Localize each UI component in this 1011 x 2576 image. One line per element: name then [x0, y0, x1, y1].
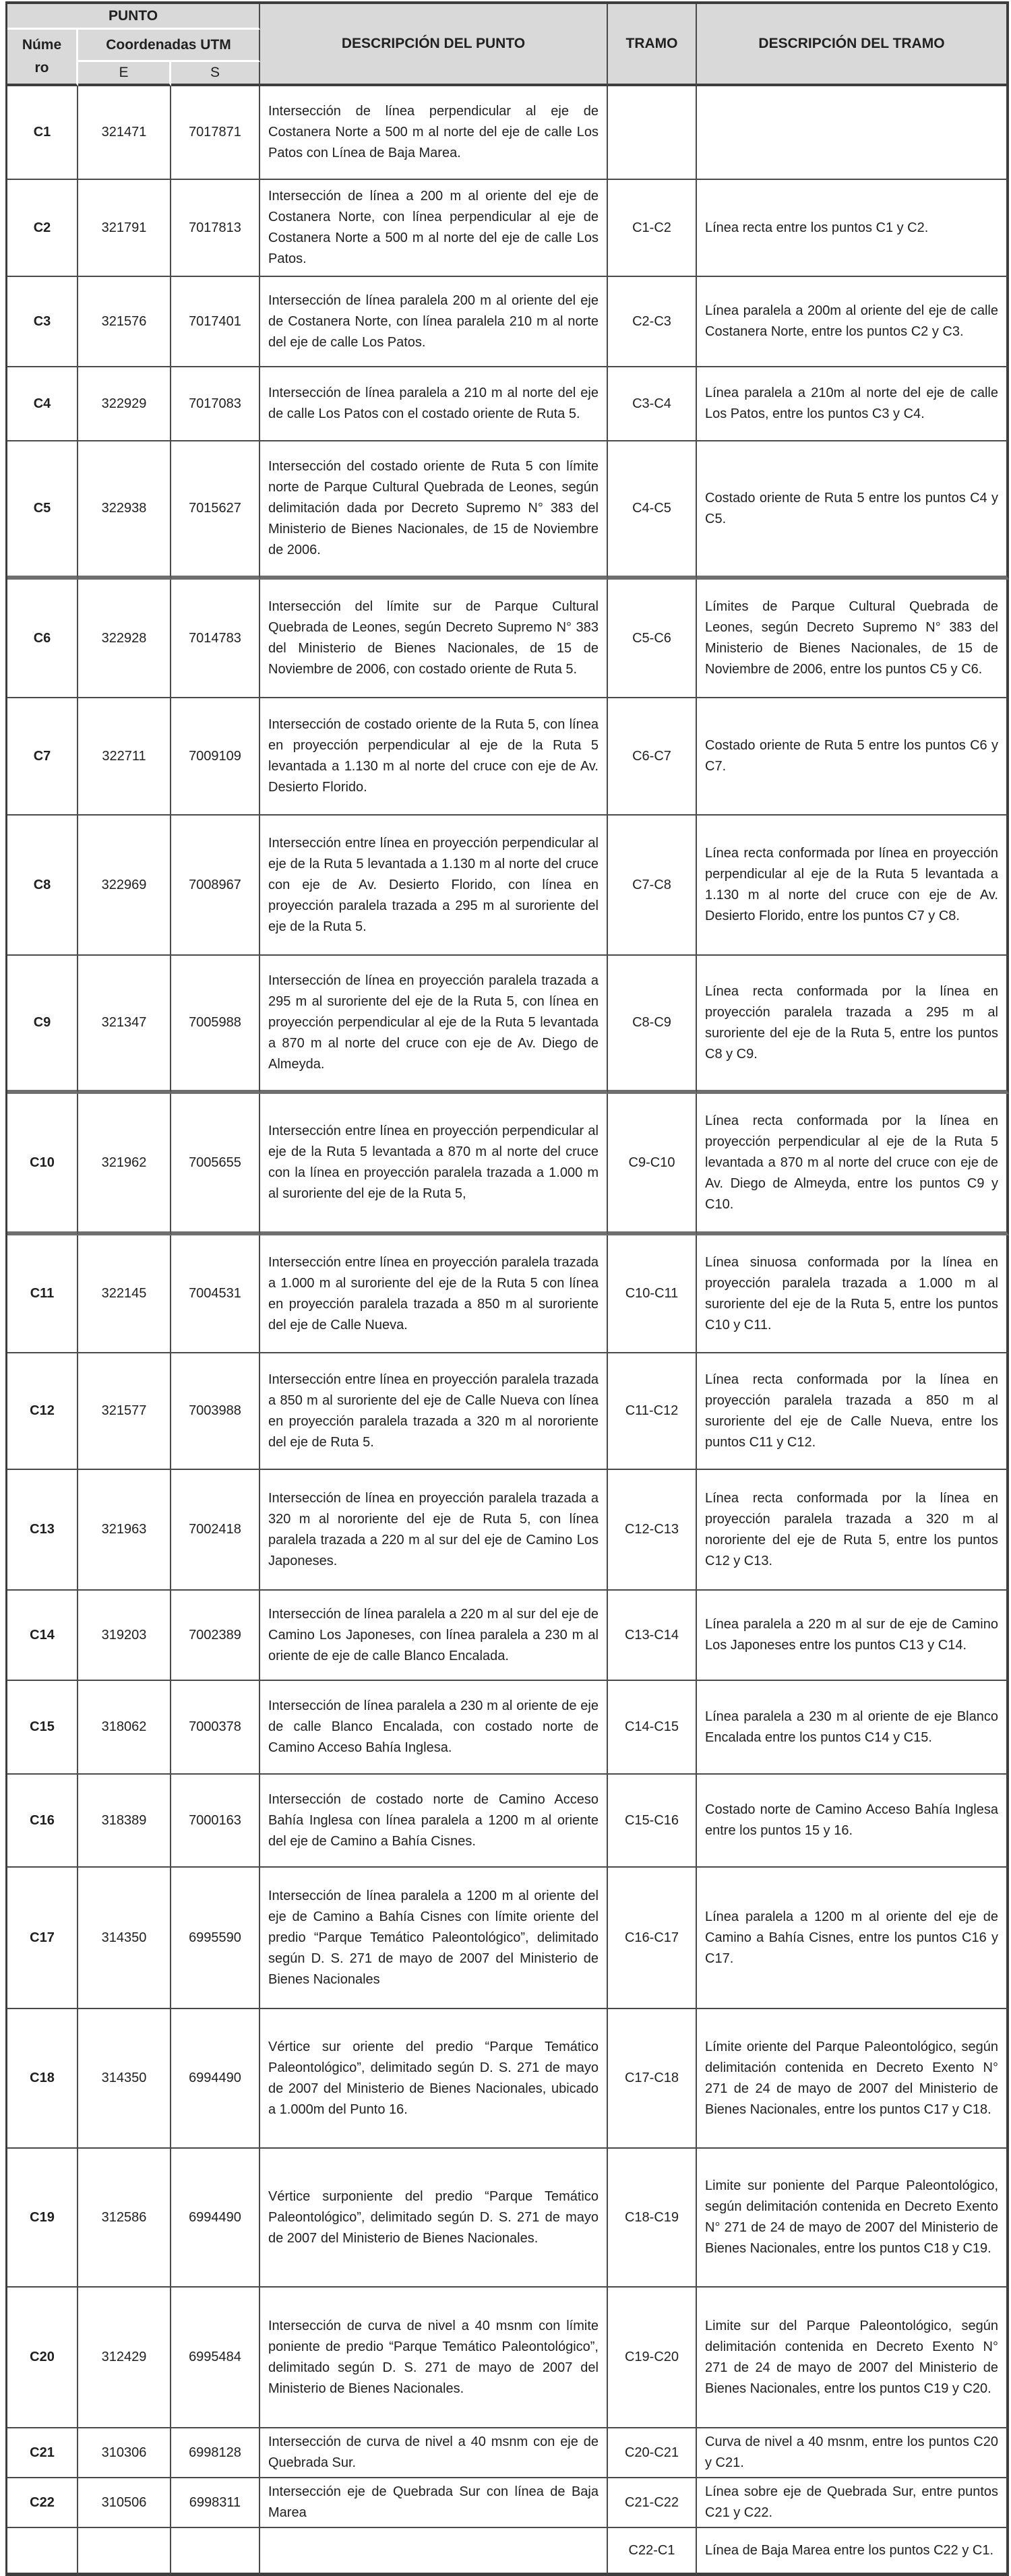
tramo-id: C9-C10 [608, 1094, 697, 1235]
point-number: C3 [7, 277, 78, 367]
point-description [260, 2528, 608, 2576]
tramo-description: Límite oriente del Parque Paleontológico, según delimitación contenida en Decreto Exento N° 271 de 24 de mayo de 2007 del Ministerio de Bienes Nacionales, entre los puntos C17 y C18. [697, 2009, 1009, 2149]
point-number: C22 [7, 2478, 78, 2528]
coordinate-e: 310506 [78, 2478, 171, 2528]
coordinate-s: 6994490 [171, 2149, 260, 2288]
table-row [7, 1470, 1009, 1591]
table-row [7, 277, 1009, 367]
coordinate-s: 6995484 [171, 2288, 260, 2428]
header-descripcion-punto: DESCRIPCIÓN DEL PUNTO [260, 4, 608, 86]
point-description: Intersección del costado oriente de Ruta 5 con límite norte de Parque Cultural Quebrada de Leones, según delimitación dada por Decreto Supremo N° 383 del Ministerio de Bienes Nacionales, de 15 de Noviembre de 2006. [260, 441, 608, 580]
table-row [7, 1681, 1009, 1775]
coordinate-s: 7017813 [171, 180, 260, 277]
coordinate-s: 7017401 [171, 277, 260, 367]
point-description: Intersección eje de Quebrada Sur con línea de Baja Marea [260, 2478, 608, 2528]
tramo-id: C22-C1 [608, 2528, 697, 2576]
table-row [7, 2428, 1009, 2478]
point-number: C6 [7, 580, 78, 698]
point-number [7, 2528, 78, 2576]
table-row [7, 956, 1009, 1094]
coordinate-s: 7017083 [171, 367, 260, 441]
point-description: Intersección de línea a 200 m al oriente del eje de Costanera Norte, con línea perpendicular al eje de Costanera Norte a 500 m al norte del eje de calle Los Patos. [260, 180, 608, 277]
point-number: C2 [7, 180, 78, 277]
table-row [7, 180, 1009, 277]
tramo-description: Límites de Parque Cultural Quebrada de Leones, según Decreto Supremo N° 383 del Ministerio de Bienes Nacionales, de 15 de Noviembre de 2006, entre los puntos C5 y C6. [697, 580, 1009, 698]
tramo-description: Línea sinuosa conformada por la línea en proyección paralela trazada a 1.000 m al suroriente del eje de la Ruta 5, entre los puntos C10 y C11. [697, 1235, 1009, 1353]
tramo-id: C10-C11 [608, 1235, 697, 1353]
table-body [7, 86, 1009, 2576]
point-description: Intersección de costado oriente de la Ruta 5, con línea en proyección perpendicular al eje de la Ruta 5 levantada a 1.130 m al norte del cruce con eje de Av. Desierto Florido. [260, 698, 608, 816]
table-header [7, 4, 1009, 86]
header-e: E [78, 62, 171, 86]
tramo-id: C5-C6 [608, 580, 697, 698]
point-number: C5 [7, 441, 78, 580]
table-row [7, 1094, 1009, 1235]
coordinate-e: 321577 [78, 1353, 171, 1470]
coordinate-e: 321963 [78, 1470, 171, 1591]
coordinate-e: 321576 [78, 277, 171, 367]
coordinate-s: 7017871 [171, 86, 260, 180]
point-description: Intersección de línea en proyección paralela trazada a 320 m al nororiente del eje de Ruta 5, con línea paralela trazada a 220 m al sur del eje de Camino Los Japoneses. [260, 1470, 608, 1591]
tramo-id: C7-C8 [608, 816, 697, 956]
point-number: C7 [7, 698, 78, 816]
tramo-id: C13-C14 [608, 1591, 697, 1681]
point-description: Vértice sur oriente del predio “Parque Temático Paleontológico”, delimitado según D. S. 271 de mayo de 2007 del Ministerio de Bienes Nacionales, ubicado a 1.000m del Punto 16. [260, 2009, 608, 2149]
coordinate-e: 321791 [78, 180, 171, 277]
coordinate-s: 6998128 [171, 2428, 260, 2478]
coordinate-e: 312429 [78, 2288, 171, 2428]
point-description: Vértice surponiente del predio “Parque Temático Paleontológico”, delimitado según D. S. 271 de mayo de 2007 del Ministerio de Bienes Nacionales. [260, 2149, 608, 2288]
table-row [7, 816, 1009, 956]
coordinate-e: 318062 [78, 1681, 171, 1775]
point-number: C10 [7, 1094, 78, 1235]
coordinate-e: 321962 [78, 1094, 171, 1235]
boundary-points-table [5, 1, 1009, 2576]
tramo-description: Línea sobre eje de Quebrada Sur, entre puntos C21 y C22. [697, 2478, 1009, 2528]
table-row [7, 2149, 1009, 2288]
coordinate-e: 321347 [78, 956, 171, 1094]
tramo-description: Línea de Baja Marea entre los puntos C22 y C1. [697, 2528, 1009, 2576]
coordinate-s: 6998311 [171, 2478, 260, 2528]
tramo-id: C12-C13 [608, 1470, 697, 1591]
tramo-description: Limite sur poniente del Parque Paleontológico, según delimitación contenida en Decreto Exento N° 271 de 24 de mayo de 2007 del Ministerio de Bienes Nacionales, entre los puntos C18 y C19. [697, 2149, 1009, 2288]
point-description: Intersección entre línea en proyección perpendicular al eje de la Ruta 5 levantada a 870 m al norte del cruce con la línea en proyección paralela trazada a 1.000 m al suroriente del eje de la Ruta 5, [260, 1094, 608, 1235]
coordinate-e: 321471 [78, 86, 171, 180]
coordinate-s: 7008967 [171, 816, 260, 956]
point-description: Intersección de línea paralela a 220 m al sur del eje de Camino Los Japoneses, con línea paralela a 230 m al oriente de eje de calle Blanco Encalada. [260, 1591, 608, 1681]
table-row [7, 86, 1009, 180]
coordinate-s: 7009109 [171, 698, 260, 816]
header-coordenadas-utm: Coordenadas UTM [78, 30, 260, 62]
coordinate-s: 6995590 [171, 1868, 260, 2009]
coordinate-s: 7015627 [171, 441, 260, 580]
coordinate-e: 312586 [78, 2149, 171, 2288]
tramo-description: Línea paralela a 220 m al sur de eje de Camino Los Japoneses entre los puntos C13 y C14. [697, 1591, 1009, 1681]
coordinate-s: 6994490 [171, 2009, 260, 2149]
tramo-description: Línea paralela a 200m al oriente del eje de calle Costanera Norte, entre los puntos C2 y C3. [697, 277, 1009, 367]
tramo-id: C8-C9 [608, 956, 697, 1094]
tramo-description: Línea recta entre los puntos C1 y C2. [697, 180, 1009, 277]
tramo-description: Línea recta conformada por la línea en proyección paralela trazada a 850 m al suroriente del eje de Calle Nueva, entre los puntos C11 y C12. [697, 1353, 1009, 1470]
table-row [7, 2288, 1009, 2428]
point-description: Intersección de curva de nivel a 40 msnm con eje de Quebrada Sur. [260, 2428, 608, 2478]
point-number: C8 [7, 816, 78, 956]
point-description: Intersección entre línea en proyección paralela trazada a 1.000 m al suroriente del eje de la Ruta 5 con línea en proyección paralela trazada a 850 m al suroriente del eje de Calle Nueva. [260, 1235, 608, 1353]
coordinate-s: 7005655 [171, 1094, 260, 1235]
header-s: S [171, 62, 260, 86]
tramo-id: C16-C17 [608, 1868, 697, 2009]
coordinate-e: 322928 [78, 580, 171, 698]
tramo-id: C14-C15 [608, 1681, 697, 1775]
point-number: C15 [7, 1681, 78, 1775]
table-row [7, 2528, 1009, 2576]
coordinate-e [78, 2528, 171, 2576]
table-row [7, 1775, 1009, 1868]
point-number: C17 [7, 1868, 78, 2009]
table-row [7, 2478, 1009, 2528]
point-description: Intersección de línea en proyección paralela trazada a 295 m al suroriente del eje de la Ruta 5, con línea en proyección perpendicular al eje de la Ruta 5 levantada a 870 m al norte del cruce con eje de Av. Diego de Almeyda. [260, 956, 608, 1094]
coordinate-e: 322969 [78, 816, 171, 956]
table-row [7, 1591, 1009, 1681]
tramo-description [697, 86, 1009, 180]
point-number: C14 [7, 1591, 78, 1681]
coordinate-e: 322711 [78, 698, 171, 816]
tramo-description: Costado oriente de Ruta 5 entre los puntos C4 y C5. [697, 441, 1009, 580]
header-tramo: TRAMO [608, 4, 697, 86]
point-description: Intersección de costado norte de Camino Acceso Bahía Inglesa con línea paralela a 1200 m al oriente del eje de Camino a Bahía Cisnes. [260, 1775, 608, 1868]
tramo-id: C18-C19 [608, 2149, 697, 2288]
point-number: C9 [7, 956, 78, 1094]
tramo-description: Costado oriente de Ruta 5 entre los puntos C6 y C7. [697, 698, 1009, 816]
coordinate-s [171, 2528, 260, 2576]
tramo-id: C17-C18 [608, 2009, 697, 2149]
point-number: C18 [7, 2009, 78, 2149]
point-description: Intersección entre línea en proyección paralela trazada a 850 m al suroriente del eje de Calle Nueva con línea en proyección paralela trazada a 320 m al nororiente del eje de Ruta 5. [260, 1353, 608, 1470]
point-description: Intersección de línea paralela a 210 m al norte del eje de calle Los Patos con el costado oriente de Ruta 5. [260, 367, 608, 441]
coordinate-e: 314350 [78, 2009, 171, 2149]
header-descripcion-tramo: DESCRIPCIÓN DEL TRAMO [697, 4, 1009, 86]
point-number: C21 [7, 2428, 78, 2478]
coordinate-s: 7002389 [171, 1591, 260, 1681]
tramo-id: C1-C2 [608, 180, 697, 277]
tramo-id: C15-C16 [608, 1775, 697, 1868]
table-row [7, 1235, 1009, 1353]
tramo-id: C21-C22 [608, 2478, 697, 2528]
coordinate-s: 7000378 [171, 1681, 260, 1775]
point-number: C4 [7, 367, 78, 441]
point-description: Intersección del límite sur de Parque Cultural Quebrada de Leones, según Decreto Supremo N° 383 del Ministerio de Bienes Nacionales, de 15 de Noviembre de 2006, con costado oriente de Ruta 5. [260, 580, 608, 698]
coordinate-s: 7000163 [171, 1775, 260, 1868]
header-punto: PUNTO [7, 4, 260, 30]
tramo-id [608, 86, 697, 180]
coordinate-e: 314350 [78, 1868, 171, 2009]
tramo-id: C2-C3 [608, 277, 697, 367]
tramo-description: Línea paralela a 230 m al oriente de eje Blanco Encalada entre los puntos C14 y C15. [697, 1681, 1009, 1775]
coordinate-s: 7004531 [171, 1235, 260, 1353]
point-description: Intersección de curva de nivel a 40 msnm con límite poniente de predio “Parque Temático Paleontológico”, delimitado según D. S. 271 de mayo de 2007 del Ministerio de Bienes Nacionales. [260, 2288, 608, 2428]
coordinate-s: 7002418 [171, 1470, 260, 1591]
coordinate-e: 319203 [78, 1591, 171, 1681]
tramo-id: C19-C20 [608, 2288, 697, 2428]
tramo-description: Línea recta conformada por línea en proyección perpendicular al eje de la Ruta 5 levantada a 1.130 m al norte del cruce con eje de Av. Desierto Florido, entre los puntos C7 y C8. [697, 816, 1009, 956]
point-description: Intersección de línea paralela 200 m al oriente del eje de Costanera Norte, con línea paralela 210 m al norte del eje de calle Los Patos. [260, 277, 608, 367]
coordinate-s: 7014783 [171, 580, 260, 698]
table-row [7, 580, 1009, 698]
tramo-description: Línea recta conformada por la línea en proyección paralela trazada a 320 m al nororiente del eje de Ruta 5, entre los puntos C12 y C13. [697, 1470, 1009, 1591]
tramo-id: C20-C21 [608, 2428, 697, 2478]
tramo-description: Limite sur del Parque Paleontológico, según delimitación contenida en Decreto Exento N° 271 de 24 de mayo de 2007 del Ministerio de Bienes Nacionales, entre los puntos C19 y C20. [697, 2288, 1009, 2428]
point-number: C12 [7, 1353, 78, 1470]
coordinate-e: 318389 [78, 1775, 171, 1868]
coordinate-e: 322929 [78, 367, 171, 441]
tramo-description: Curva de nivel a 40 msnm, entre los puntos C20 y C21. [697, 2428, 1009, 2478]
table-row [7, 1868, 1009, 2009]
point-description: Intersección entre línea en proyección perpendicular al eje de la Ruta 5 levantada a 1.130 m al norte del cruce con eje de Av. Desierto Florido, con línea en proyección paralela trazada a 295 m al suroriente del eje de la Ruta 5. [260, 816, 608, 956]
point-number: C16 [7, 1775, 78, 1868]
tramo-description: Costado norte de Camino Acceso Bahía Inglesa entre los puntos 15 y 16. [697, 1775, 1009, 1868]
table-row [7, 2009, 1009, 2149]
table-row [7, 698, 1009, 816]
tramo-id: C6-C7 [608, 698, 697, 816]
point-number: C13 [7, 1470, 78, 1591]
table-row [7, 441, 1009, 580]
point-number: C11 [7, 1235, 78, 1353]
table-row [7, 1353, 1009, 1470]
point-number: C19 [7, 2149, 78, 2288]
tramo-id: C4-C5 [608, 441, 697, 580]
tramo-description: Línea paralela a 1200 m al oriente del eje de Camino a Bahía Cisnes, entre los puntos C16 y C17. [697, 1868, 1009, 2009]
tramo-description: Línea recta conformada por la línea en proyección paralela trazada a 295 m al suroriente del eje de la Ruta 5, entre los puntos C8 y C9. [697, 956, 1009, 1094]
coordinate-e: 322145 [78, 1235, 171, 1353]
tramo-description: Línea recta conformada por la línea en proyección perpendicular al eje de la Ruta 5 levantada a 870 m al norte del cruce con eje de Av. Diego de Almeyda, entre los puntos C9 y C10. [697, 1094, 1009, 1235]
point-number: C1 [7, 86, 78, 180]
point-number: C20 [7, 2288, 78, 2428]
coordinate-e: 322938 [78, 441, 171, 580]
tramo-id: C3-C4 [608, 367, 697, 441]
header-numero-label: Número [22, 37, 62, 75]
coordinate-s: 7005988 [171, 956, 260, 1094]
coordinate-s: 7003988 [171, 1353, 260, 1470]
table-row [7, 367, 1009, 441]
tramo-description: Línea paralela a 210m al norte del eje de calle Los Patos, entre los puntos C3 y C4. [697, 367, 1009, 441]
coordinate-e: 310306 [78, 2428, 171, 2478]
point-description: Intersección de línea perpendicular al eje de Costanera Norte a 500 m al norte del eje de calle Los Patos con Línea de Baja Marea. [260, 86, 608, 180]
point-description: Intersección de línea paralela a 230 m al oriente de eje de calle Blanco Encalada, con costado norte de Camino Acceso Bahía Inglesa. [260, 1681, 608, 1775]
tramo-id: C11-C12 [608, 1353, 697, 1470]
point-description: Intersección de línea paralela a 1200 m al oriente del eje de Camino a Bahía Cisnes con límite oriente del predio “Parque Temático Paleontológico”, delimitado según D. S. 271 de mayo de 2007 del Ministerio de Bienes Nacionales [260, 1868, 608, 2009]
header-numero [7, 30, 78, 86]
